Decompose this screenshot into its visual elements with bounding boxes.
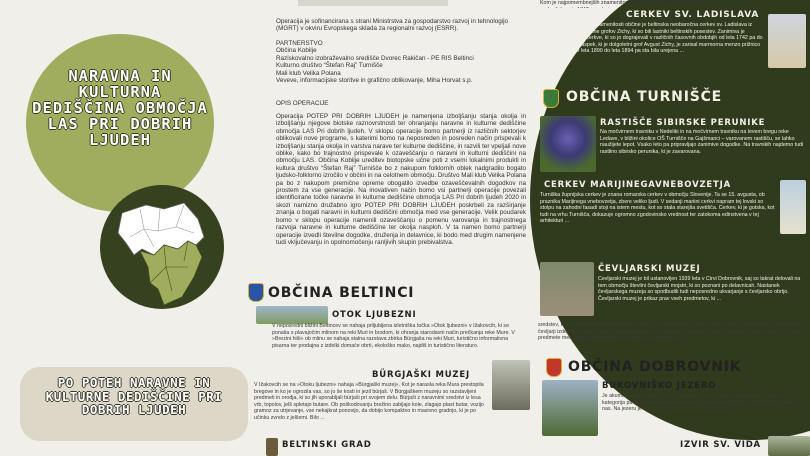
otok-title: OTOK LJUBEZNI (332, 310, 417, 320)
partner-item: Veveve, informacijske storitve in grafično oblikovanje, Miha Horvat s.p. (276, 77, 473, 85)
ladislav-photo (768, 14, 806, 68)
peruniki-photo (540, 116, 596, 172)
region-map-icon (100, 185, 224, 309)
partner-item: Mali klub Velika Polana (276, 69, 341, 77)
otok-text: V neposredni bližini Beltincev se nahaja priljubljena izletniška točka »Otok ljubezni« v Ižakovcih, ki se ponaša s plavajočim mlinom na reki Muri in brodom, ki ohranja starodavni način prečkanja reke Mure. V »Brezini hiši« ob mlinu se nahaja stalna razstava zbirka Bürgjaša na reki Muri, turistično informativna pisarna ter prodajna z izdelki domače obrti, ekološko mako, najdiš in turistično literaturo. (272, 323, 515, 349)
top-decoration-strip (298, 0, 448, 6)
funding-text: Operacija je sofinancirana s strani Ministrstva za gospodarstvo razvoj in tehnologijo (MGRT) v okviru Evropskega sklada za regionalni razvoj (ESRR). (276, 18, 509, 33)
otok-photo (256, 306, 328, 324)
peruniki-text: Na močvirnem travniku v Nedeliki in na močvirnem travniku na levem bregu reke Ledave, v bližini okolice OŠ Turnišče na Gajšmanci – varovanem rastišču, se lahko naužijete lepot. Vsako leto pa pripravljajo zanimive dogodke. Na travnikih najdemo tudi rastlino sibirsko perunika, ki je zavarovana. (600, 129, 804, 155)
ladislav-text: Ena najpomembnejših znamenitosti občine je beltinska neobaročna cerkev sv. Ladislava iz l.1742 z grobnico rodbine grofov Zichy, ki so bili lastniki beltinskih posestev. Zanimiva je kronologija gradnje cerkve, ki so jo dograjevali v različnih časovnih obdobjih od leta 1742 pa do leta 1895. Ivan Vraspek, ki je dolgoletni grof Avgust Zichy, je zarisal marmorna menzo prižnico in oltar, ki so ... v leta 1890 do leta 1894 pa sta bila urejena ... (540, 22, 763, 55)
cevljarski-photo (540, 262, 594, 316)
partner-item: Kulturno društvo “Štefan Raj” Turnišče (276, 62, 383, 70)
partner-item: Občina Kobilje (276, 47, 317, 55)
marija-text: Turniška župnijska cerkev je znana romarska cerkev v območju Slovenije. Ta se 15. avgusta, ob praznika Marijinega vnebovzetja, zbere veliko ljudi. V sedanji mariini cerkvi napram tej lovski so stolpu na zahodni fasadi stoji na istem mestu, kot so stala starejša svetišča. Cerkev, ki je gotska, kot tudi na vrhu Turnišča, dokazuje ogromno zgodovinsko vrednost ter zatokoma edinstvena v tej arhitekturi ... (540, 192, 775, 225)
marija-photo (780, 180, 806, 234)
partner-item: Raziskovalno izobraževalno središče Dvorec Rakičan - PE RIS Beltinci (276, 54, 474, 62)
peruniki-title: RASTIŠČE SIBIRSKE PERUNIKE (600, 118, 766, 128)
page-title: NARAVNA IN KULTURNA DEDIŠČINA OBMOČJA LAS PRI DOBRIH LJUDEH (32, 67, 208, 149)
partners-block (276, 40, 526, 84)
las-map (100, 185, 224, 309)
dobrovnik-coat-of-arms-icon (546, 358, 562, 377)
burgjas-text: V Ižakovcih se na »Otoku ljubezni« nahaja »Bürgjaški muzej«. Kot je narasla reka Mura prestopila bregove in ko je ogrozila vas, so jo še kosti in jezil bürjaš. V Bürgjaškem muzeju so razstavljeni predmeti in orodja, ki so jih uporabljali bürjaši pri svojem delu. Bürjaši z naravnimi sredstvi iz lesa vrb, topolov, jelš spletajo butare. Ob poškodovanju brežino zabijajo kole, zlagajo plast butar, vozijo gramoz za utrjevanje, vse nekajkrat ponovijo, da dobijo kompaktno in masivno gradnjo, ki je po učinku zvrelo z jelšemi. Bilo ... (254, 382, 484, 421)
turnisce-coat-of-arms-icon (543, 89, 559, 108)
jezero-photo (542, 380, 598, 436)
slogan-text: PO POTEH NARAVNE IN KULTURNE DEDIŠČINE PRI DOBRIH LJUDEH (45, 375, 223, 417)
beltinci-heading: OBČINA BELTINCI (268, 285, 415, 301)
operation-text: Operacija POTEP PRI DOBRIH LJUDEH je namenjena izboljšanju stanja okolja in izboljšanju njegove biotske raznovrstnosti ter ohranjanju naravne in kulturne dediščine območja LAS Pri dobrih ljudeh. V sklopu operacije bomo partnerji iz različnih sektorjev oblikovali nove programe, s katerimi bomo na neposreden in posreden način prispevali k izboljšanju stanja okolja in varstva narave ter kulturne dediščine, in razvili ter vpeljali nove oblike, kako bo trajnostno prispevale k ozaveščanju o naravni in kulturni dediščini na območju LAS. Občina Kobilje ureditev biotopske učne poti z vsemi lokalnimi produkti in kultura društvo “Štefan Raj” Turnišče bo z nakupom folklornih oblek nadgradilo bogato ljudsko-folklorno izročilo v občini in na celotnem območju. Društvo Mali klub Velika Polana pa bo z nakupom premične opreme obogatilo izvedbe ozaveščevalnih dogodkov na prostem za vse generacije. Na inovativen način bomo vsi partnerji operacije povezali identificirane točke naravne in kulturne dediščine območja LAS Pri dobrih ljudeh 2020 in skozi namizno družabno igro POTEP PRI DOBRIH LJUDEH poskrbeli za razširjanje znanja o bogati naravni in kulturni dediščini območja med vse generacije. Velik poudarek bomo v sklopu operacije namenili ozaveščanju o pomenu varovanja in trajnostnega razvoja naravne in kulturne dediščine ter okolja nasploh. V ta namen bomo partnerji operacije izvedli številne dogodke, druženja in delavnice, ki bodo med drugim namenjene tudi vključevanju in opolnomočenju ranljivih skupin prebivalstva. (276, 113, 526, 246)
jezero-title: BUKOVNIŠKO JEZERO (602, 381, 717, 391)
burgjas-title: BÜRGJAŠKI MUZEJ (372, 370, 470, 380)
burgjas-photo (492, 360, 530, 410)
grad-photo (266, 438, 278, 456)
grad-title: BELTINSKI GRAD (282, 440, 372, 450)
beltinci-coat-of-arms-icon (248, 283, 264, 302)
intro-text: Kom je najpomembnejših znamenitosti občine je beltinska neobaročna cerkev (540, 0, 723, 6)
marija-title: CERKEV MARIJINEGAVNEBOVZETJA (544, 180, 731, 190)
vida-photo (768, 436, 810, 456)
operation-heading: OPIS OPERACIJE (276, 100, 329, 107)
cevljarski-text: Čevljarski muzej je bil ustanovljen 1939 leta v Čirvi Dobrovnik, saj so takrat delovali na tem območju številni čevljarski mojstri, ki so poznani po delavnicah. Nastanek čevljarskega muzeja so spodbudili tudi neposredno ukvarjanje s čevljarsko obrtjo. Čevljarski muzej je prikaz prav vseh predmetov, ki ... (598, 276, 801, 302)
jezero-text: Je akumulacijsko jezero, ki se na površini 8 ha. Jezero obdaja gozd, na območju kategorija pa ležeče: kategorijo se izvira 26 energetskih točk, ki blagodejno vplivajo na nas. Na jezeru je tudi možnost ribolova in kampiranja. (602, 393, 804, 413)
turnisce-heading: OBČINA TURNIŠČE (566, 89, 723, 105)
dobrovnik-heading: OBČINA DOBROVNIK (568, 359, 742, 375)
vida-title: IZVIR SV. VIDA (680, 440, 761, 450)
partners-heading: PARTNERSTVO (276, 40, 323, 47)
ladislav-title: CERKEV SV. LADISLAVA (626, 10, 760, 20)
cevljarski-title: ČEVLJARSKI MUZEJ (598, 264, 701, 274)
cevljarski-continued-text: sredstev, ki je bila podobna kot prodajnica muzej. V muzeju lahko vidite veliko orodja in pripomočkov s katerimi so čevljarji izdelovali svoje čevlje. V zamen muzeja so razstavljeni čevlji in strojki s katerimi so šivali čevlje, ter ostale predmete med lesene pripomočke za izdelovanje in pomoč pri ... (538, 322, 805, 342)
